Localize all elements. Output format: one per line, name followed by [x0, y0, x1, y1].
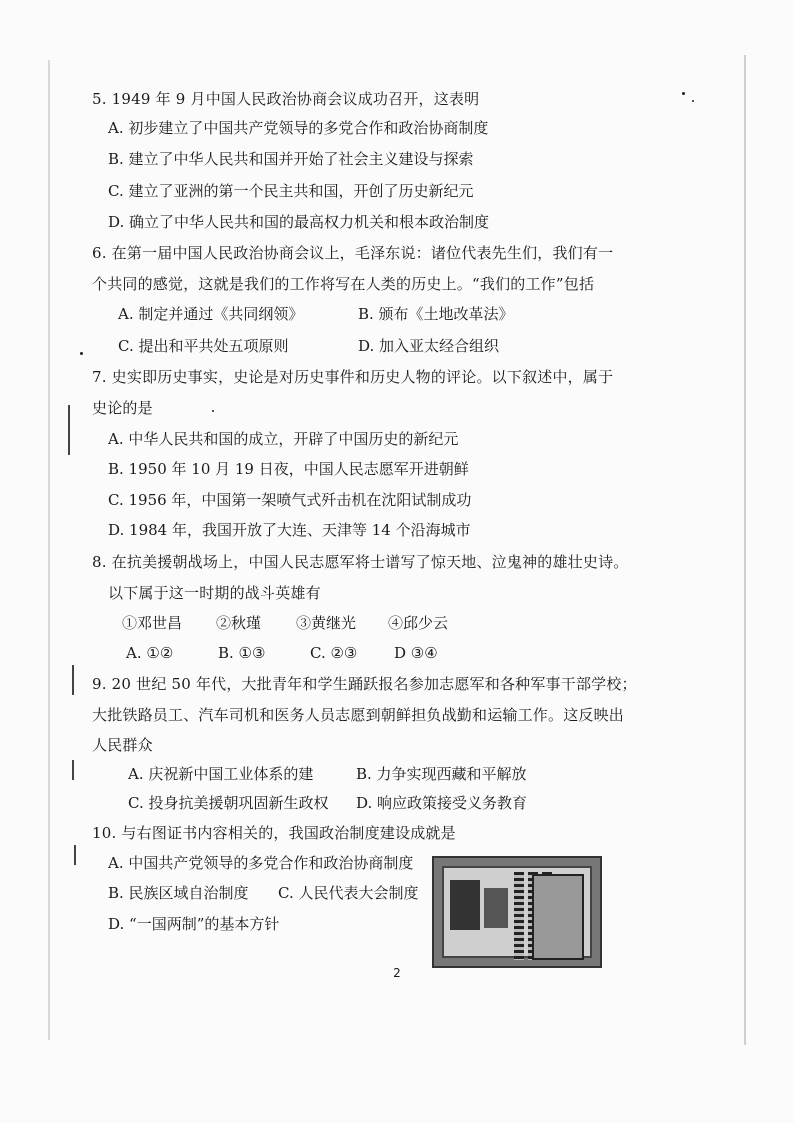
q7-option-b: B. 1950 年 10 月 19 日夜，中国人民志愿军开进朝鲜	[108, 460, 469, 478]
q9-stem-line2: 大批铁路员工、汽车司机和医务人员志愿到朝鲜担负战勤和运输工作。这反映出	[92, 706, 625, 724]
q9-option-a: A. 庆祝新中国工业体系的建	[128, 765, 314, 783]
q7-stem-line2: 史论的是	[92, 399, 153, 417]
q8-option-b: B. ①③	[218, 644, 266, 662]
q5-option-b: B. 建立了中华人民共和国并开始了社会主义建设与探索	[108, 150, 474, 168]
q6-stem-line2: 个共同的感觉，这就是我们的工作将写在人类的历史上。“我们的工作”包括	[92, 275, 595, 293]
q10-option-a: A. 中国共产党领导的多党合作和政治协商制度	[108, 854, 414, 872]
q6-stem-line1: 6. 在第一届中国人民政治协商会议上，毛泽东说：诸位代表先生们，我们有一	[92, 244, 614, 262]
q8-option-a: A. ①②	[126, 644, 174, 662]
scan-speck	[692, 100, 694, 102]
scan-line-mark	[74, 845, 76, 865]
q8-item-1: ①邓世昌	[122, 614, 183, 632]
q6-option-b: B. 颁布《土地改革法》	[358, 305, 514, 323]
q9-stem-line3: 人民群众	[92, 736, 153, 754]
q8-item-3: ③黄继光	[296, 614, 357, 632]
certificate-text-block	[450, 880, 480, 930]
q9-option-c: C. 投身抗美援朝巩固新生政权	[128, 794, 329, 812]
q6-option-c: C. 提出和平共处五项原则	[118, 337, 289, 355]
scan-speck	[212, 410, 214, 412]
q10-stem: 10. 与右图证书内容相关的，我国政治制度建设成就是	[92, 824, 456, 842]
q8-stem-line1: 8. 在抗美援朝战场上，中国人民志愿军将士谱写了惊天地、泣鬼神的雄壮史诗。	[92, 553, 629, 571]
q9-option-d: D. 响应政策接受义务教育	[356, 794, 528, 812]
q7-option-a: A. 中华人民共和国的成立，开辟了中国历史的新纪元	[108, 430, 459, 448]
q8-option-c: C. ②③	[310, 644, 358, 662]
page-edge-left	[48, 60, 50, 1040]
q6-option-d: D. 加入亚太经合组织	[358, 337, 500, 355]
certificate-inner-border	[442, 866, 592, 958]
certificate-seal-frame	[532, 874, 584, 960]
q7-option-c: C. 1956 年，中国第一架喷气式歼击机在沈阳试制成功	[108, 491, 472, 509]
certificate-image	[432, 856, 602, 968]
q10-option-b: B. 民族区域自治制度	[108, 884, 249, 902]
q5-option-d: D. 确立了中华人民共和国的最高权力机关和根本政治制度	[108, 213, 490, 231]
q8-option-d: D ③④	[394, 644, 438, 662]
scan-speck	[682, 92, 685, 95]
q6-option-a: A. 制定并通过《共同纲领》	[118, 305, 304, 323]
q5-option-c: C. 建立了亚洲的第一个民主共和国，开创了历史新纪元	[108, 182, 474, 200]
q8-item-4: ④邱少云	[388, 614, 449, 632]
q7-stem-line1: 7. 史实即历史事实，史论是对历史事件和历史人物的评论。以下叙述中，属于	[92, 368, 614, 386]
certificate-text-column	[514, 872, 524, 960]
scan-line-mark	[72, 760, 74, 780]
q5-option-a: A. 初步建立了中国共产党领导的多党合作和政治协商制度	[108, 119, 489, 137]
q5-stem: 5. 1949 年 9 月中国人民政治协商会议成功召开，这表明	[92, 90, 480, 108]
q10-option-c: C. 人民代表大会制度	[278, 884, 419, 902]
page-number: 2	[393, 966, 401, 980]
q10-option-d: D. “一国两制”的基本方针	[108, 915, 280, 933]
certificate-text-block	[484, 888, 508, 928]
q8-stem-line2: 以下属于这一时期的战斗英雄有	[108, 584, 321, 602]
q9-option-b: B. 力争实现西藏和平解放	[356, 765, 527, 783]
q8-item-2: ②秋瑾	[216, 614, 262, 632]
page-edge-right	[744, 55, 746, 1045]
scan-line-mark	[72, 665, 74, 695]
q9-stem-line1: 9. 20 世纪 50 年代，大批青年和学生踊跃报名参加志愿军和各种军事干部学校；	[92, 675, 637, 693]
scan-line-mark	[68, 405, 70, 455]
q7-option-d: D. 1984 年，我国开放了大连、天津等 14 个沿海城市	[108, 521, 471, 539]
scan-speck	[80, 352, 83, 355]
